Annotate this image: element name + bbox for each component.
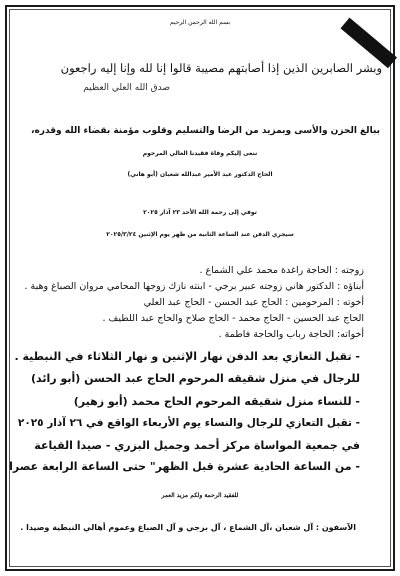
quran-verse: وبشر الصابرين الذين إذا أصابتهم مصيبة قالوا إنا لله وإنا إليه راجعون xyxy=(60,61,382,75)
condolence-line: - تقبل التعازي للرجال والنساء يوم الأربعاء الواقع في ٢٦ آذار ٢٠٢٥ xyxy=(17,417,360,429)
basmala: بسم الله الرحمن الرحيم xyxy=(169,19,231,26)
condolence-line: للرجال في منزل شقيقه المرحوم الحاج عبد الحسن (أبو رائد) xyxy=(31,372,360,385)
condolence-line: في جمعية المواساة مركز أحمد وجميل البزري - صيدا القياعة xyxy=(34,439,360,452)
burial-time: سيجري الدفن عند الساعة الثانية من ظهر يوم الإثنين ٢٠٢٥/٣/٢٤ xyxy=(106,231,294,238)
announcement: ننعى إليكم وفاة فقيدنا الغالي المرحوم xyxy=(142,150,258,157)
family-line: أخوته : المرحومين : الحاج عبد الحسن - الحاج عبد العلي xyxy=(143,297,364,308)
family-line: الحاج عبد الحسين - الحاج محمد - الحاج صلاح والحاج عبد اللطيف . xyxy=(102,313,364,324)
condolence-line: - من الساعة الحادية عشرة قبل الظهر" حتى الساعة الرابعة عصرا xyxy=(9,460,360,473)
family-line: زوجته : الحاجة راغدة محمد علي الشماع . xyxy=(199,265,364,276)
condolence-line: - للنساء منزل شقيقه المرحوم الحاج محمد (أبو زهير) xyxy=(73,395,360,408)
mourners-line: الآسفون : آل شعبان ،آل الشماع ، آل برجي و آل الصباغ وعموم أهالي النبطية وصيدا . xyxy=(20,523,356,532)
closing-phrase: للفقيد الرحمة ولكم مزيد العمر xyxy=(161,492,239,499)
condolence-line: - تقبل التعازي بعد الدفن نهار الإثنين و نهار الثلاثاء في النبطية . xyxy=(14,350,360,363)
deceased-name: الحاج الدكتور عبد الأمير عبدالله شعبان (أبو هاني) xyxy=(127,171,273,178)
family-line: أبناؤه : الدكتور هاني زوجته عبير برجي - ابنته نازك زوجها المحامي مروان الصباغ وهبة . xyxy=(24,281,364,292)
intro-line: ببالغ الحزن والأسى وبمزيد من الرضا والتسليم وقلوب مؤمنة بقضاء الله وقدره، xyxy=(31,126,380,136)
family-line: أخواته: الحاجة رباب والحاجة فاطمة . xyxy=(218,329,364,340)
death-date: توفي إلى رحمة الله الأحد ٢٣ آذار ٢٠٢٥ xyxy=(143,209,257,216)
verse-source: صدق الله العلي العظيم xyxy=(83,83,170,93)
